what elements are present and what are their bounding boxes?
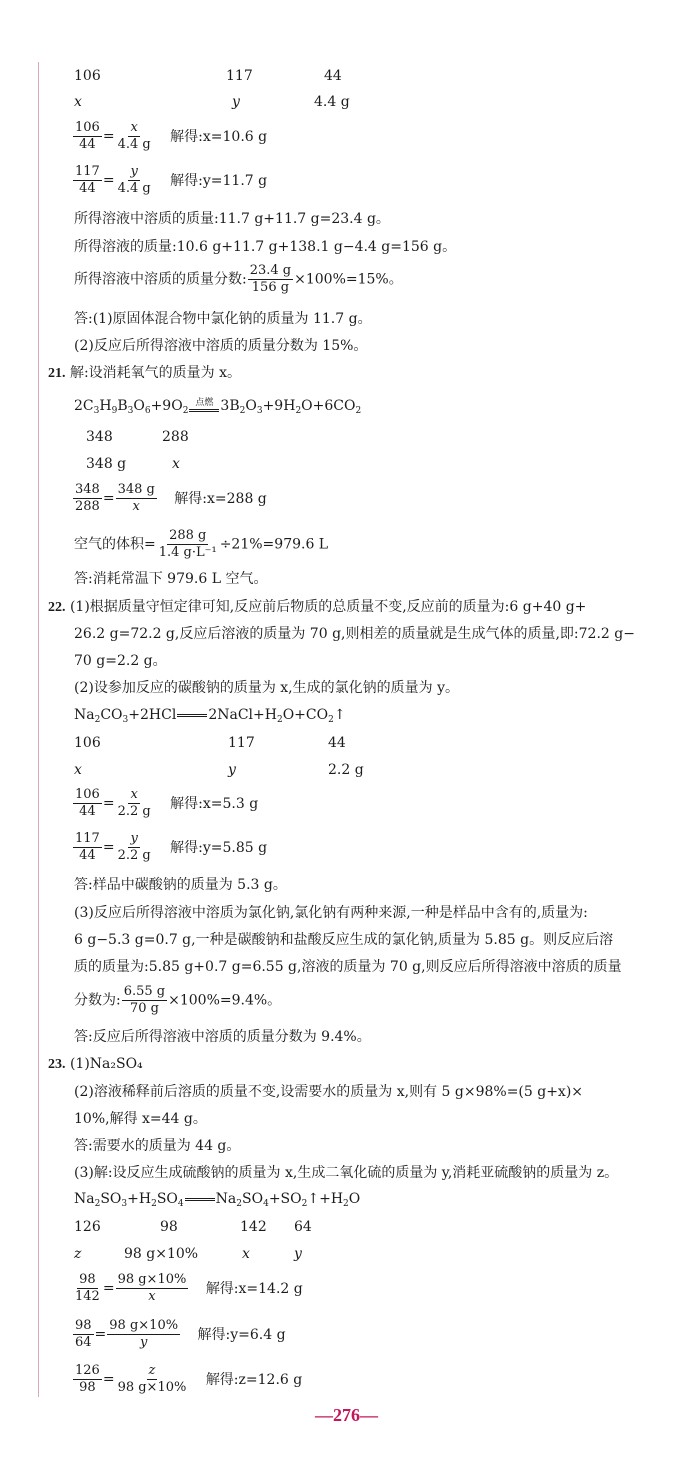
solution-mass-line: 所得溶液的质量:10.6 g+11.7 g+138.1 g−4.4 g=156 g。 [74,239,457,255]
ratio-row-23-1: 126 98 142 64 [74,1219,312,1235]
solve-result: 解得:y=11.7 g [170,172,268,189]
ratio-value: 4.4 g [314,94,350,110]
proportion-23-3: $\frac{126}{98}$ = $\frac{z}{98 g\times 10\%}$ 解得:z=12.6 g [75,1363,303,1395]
answer-line: 答:消耗常温下 979.6 L 空气。 [74,571,268,587]
solute-mass-line: 所得溶液中溶质的质量:11.7 g+11.7 g=23.4 g。 [74,211,390,227]
fraction: $\frac{117}{44}$ [75,164,100,196]
air-volume-line: 空气的体积= $\frac{288 g}{\text{1.4 g·L⁻¹}}$ ÷21%=979.6 L [74,528,329,560]
answer-line: 答:反应后所得溶液中溶质的质量分数为 9.4%。 [74,1029,371,1045]
answer-line: (2)反应后所得溶液中溶质的质量分数为 15%。 [74,338,368,354]
mass-fraction-line: 所得溶液中溶质的质量分数: $\frac{23.4 g}{156 g}$ ×100%=15%。 [74,263,403,295]
question-intro: 解:设消耗氧气的质量为 x。 [69,365,242,381]
solve-result: 解得:y=5.85 g [170,839,268,856]
question-number: 22. [48,600,66,615]
paragraph-line: (3)反应后所得溶液中溶质为氯化钠,氯化钠有两种来源,一种是样品中含有的,质量为: [74,905,588,921]
proportion-1: $\frac{106}{44}$ = $\frac{x}{4.4 g}$ 解得:x=10.6 g [75,120,268,152]
fraction: $\frac{98 g\times 10\%}{y}$ [109,1318,179,1350]
paragraph-line: 10%,解得 x=44 g。 [74,1111,207,1127]
proportion-23-2: $\frac{98}{64}$ = $\frac{98 g\times 10\%}{y}$ 解得:y=6.4 g [75,1318,286,1350]
mass-fraction-line-22: 分数为: $\frac{6.55 g}{70 g}$ ×100%=9.4%。 [74,984,282,1016]
fraction: $\frac{117}{44}$ [75,831,100,863]
ratio-row-22-1: 106 117 44 [74,735,346,751]
answer-line: 答:(1)原固体混合物中氯化钠的质量为 11.7 g。 [74,311,372,327]
ratio-row-23-2: z 98 g×10% x y [74,1246,302,1262]
equation-21: $2C_3H_9B_3O_6+9O_2$ 点燃 $3B_2O_3+9H_2O+6CO_2$ [74,398,362,416]
ratio-value: x [74,94,82,110]
paragraph-line: (3)解:设反应生成硫酸钠的质量为 x,生成二氧化硫的质量为 y,消耗亚硫酸钠的质量为 z。 [74,1165,619,1181]
fraction: $\frac{x}{2.2 g}$ [117,787,151,819]
fraction: $\frac{x}{4.4 g}$ [117,120,151,152]
paragraph-line: (1)根据质量守恒定律可知,反应前后物质的总质量不变,反应前的质量为:6 g+40 g+ [69,599,587,615]
paragraph-line: (2)设参加反应的碳酸钠的质量为 x,生成的氯化钠的质量为 y。 [74,680,459,696]
fraction: $\frac{6.55 g}{70 g}$ [123,984,166,1016]
fraction: $\frac{y}{2.2 g}$ [117,831,151,863]
fraction: $\frac{y}{4.4 g}$ [117,164,151,196]
fraction: $\frac{348 g}{x}$ [117,482,155,514]
ratio-value: 117 [226,68,253,84]
ratio-row-1 [74,66,342,86]
margin-rule [38,62,39,1397]
proportion-2: $\frac{117}{44}$ = $\frac{y}{4.4 g}$ 解得:y=11.7 g [75,164,268,196]
answer-line: 答:样品中碳酸钠的质量为 5.3 g。 [74,877,287,893]
proportion-22-1: $\frac{106}{44}$ = $\frac{x}{2.2 g}$ 解得:x=5.3 g [75,787,259,819]
question-number: 23. [48,1057,66,1072]
solve-result: 解得:x=288 g [174,490,267,507]
answer-line: 答:需要水的质量为 44 g。 [74,1138,241,1154]
paragraph-line: 70 g=2.2 g。 [74,653,167,669]
fraction: $\frac{106}{44}$ [75,787,100,819]
paragraph-line: 26.2 g=72.2 g,反应后溶液的质量为 70 g,则相差的质量就是生成气体的质量,即:72.2 g− [74,626,635,642]
fraction: $\frac{98}{64}$ [75,1318,92,1350]
fraction: $\frac{98}{142}$ [75,1272,100,1304]
solve-result: 解得:x=5.3 g [170,795,259,812]
fraction: $\frac{106}{44}$ [75,120,100,152]
solve-result: 解得:y=6.4 g [197,1326,286,1343]
fraction: $\frac{z}{98 g\times 10\%}$ [117,1363,187,1395]
ratio-value: y [232,94,240,110]
paragraph-line: (2)溶液稀释前后溶质的质量不变,设需要水的质量为 x,则有 5 g×98%=(5 g+x)× [74,1084,584,1100]
reaction-equal-sign [177,713,207,718]
ratio-row-2 [74,92,350,112]
ratio-row-21-2: 348 g x [86,456,180,472]
question-23-header [48,1054,143,1075]
reaction-condition: 点燃 [189,399,219,413]
fraction: $\frac{98 g\times 10\%}{x}$ [117,1272,187,1304]
question-number: 21. [48,366,66,381]
question-22-header [48,597,586,618]
solve-result: 解得:z=12.6 g [205,1371,303,1388]
proportion-22-2: $\frac{117}{44}$ = $\frac{y}{2.2 g}$ 解得:y=5.85 g [75,831,268,863]
fraction: $\frac{126}{98}$ [75,1363,100,1395]
paragraph-line: 质的质量为:5.85 g+0.7 g=6.55 g,溶液的质量为 70 g,则反应后所得溶液中溶质的质量 [74,959,622,975]
equation-22: $Na_2CO_3+2HCl$ $2NaCl+H_2O+CO_2↑$ [74,707,346,725]
paragraph-line: 6 g−5.3 g=0.7 g,一种是碳酸钠和盐酸反应生成的氯化钠,质量为 5.85 g。则反应后溶 [74,932,614,948]
equation-23: $Na_2SO_3+H_2SO_4$ $Na_2SO_4+SO_2↑+H_2O$ [74,1191,361,1209]
ratio-value: 106 [74,68,101,84]
proportion-21: $\frac{348}{288}$ = $\frac{348 g}{x}$ 解得:x=288 g [75,482,267,514]
ratio-value: 44 [324,68,342,84]
fraction: $\frac{23.4 g}{156 g}$ [249,263,292,295]
question-21-header [48,363,241,384]
proportion-23-1: $\frac{98}{142}$ = $\frac{98 g\times 10\%}{x}$ 解得:x=14.2 g [75,1272,303,1304]
page-number: —276— [315,1405,378,1425]
reaction-equal-sign [185,1197,215,1202]
fraction: $\frac{288 g}{\text{1.4 g·L⁻¹}}$ [158,528,217,560]
solve-result: 解得:x=14.2 g [205,1280,303,1297]
solve-result: 解得:x=10.6 g [170,128,268,145]
ratio-row-21-1: 348 288 [86,429,189,445]
fraction: $\frac{348}{288}$ [75,482,100,514]
ratio-row-22-2: x y 2.2 g [74,762,364,778]
paragraph-line: (1)Na₂SO₄ [69,1056,143,1072]
